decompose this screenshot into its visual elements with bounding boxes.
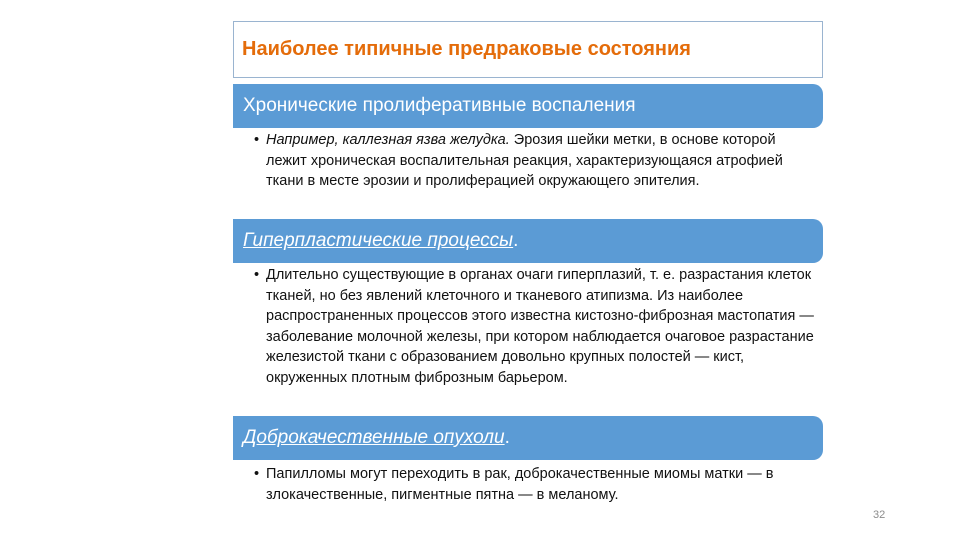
section-heading-3: Доброкачественные опухоли: [243, 427, 505, 448]
bullet-text-1: Эрозия шейки метки, в основе которой лежит хроническая воспалительная реакция, характеризующаяся атрофией ткани в месте эрозии и пролиферацией окружающего эпителия.: [266, 132, 783, 190]
section-heading-bar-1: [233, 84, 823, 128]
section-heading-suffix-3: .: [504, 427, 510, 448]
slide-number: 32: [873, 509, 886, 521]
section-bullet-2: [254, 265, 814, 389]
bullet-text-3: Папилломы могут переходить в рак, доброкачественные миомы матки — в злокачественные, пигментные пятна — в меланому.: [266, 466, 774, 503]
section-heading-bar-2: [233, 219, 823, 263]
bullet-text-2: Длительно существующие в органах очаги гиперплазий, т. е. разрастания клеток тканей, но без явлений клеточного и тканевого атипизма. Из наиболее распространенных процессов этого известна кистозно-фиброзная мастопатия — заболевание молочной железы, при котором наблюдается очаговое разрастание железистой ткани с образованием довольно крупных полостей — кист, окруженных плотным фиброзным барьером.: [266, 267, 814, 386]
bullet-dot-2: •: [254, 267, 260, 283]
section-bullet-1: [254, 130, 814, 192]
section-heading-2: Гиперпластические процессы: [243, 230, 514, 251]
slide-title-box: [233, 21, 823, 78]
bullet-dot-3: •: [254, 466, 260, 482]
section-bullet-3: [254, 464, 814, 505]
bullet-dot-1: •: [254, 132, 260, 148]
section-heading-suffix-2: .: [513, 230, 519, 251]
section-heading-1: Хронические пролиферативные воспаления: [243, 95, 636, 116]
bullet-italic-1: Например, каллезная язва желудка.: [266, 132, 510, 148]
section-heading-bar-3: [233, 416, 823, 460]
slide-title: Наиболее типичные предраковые состояния: [242, 38, 691, 60]
